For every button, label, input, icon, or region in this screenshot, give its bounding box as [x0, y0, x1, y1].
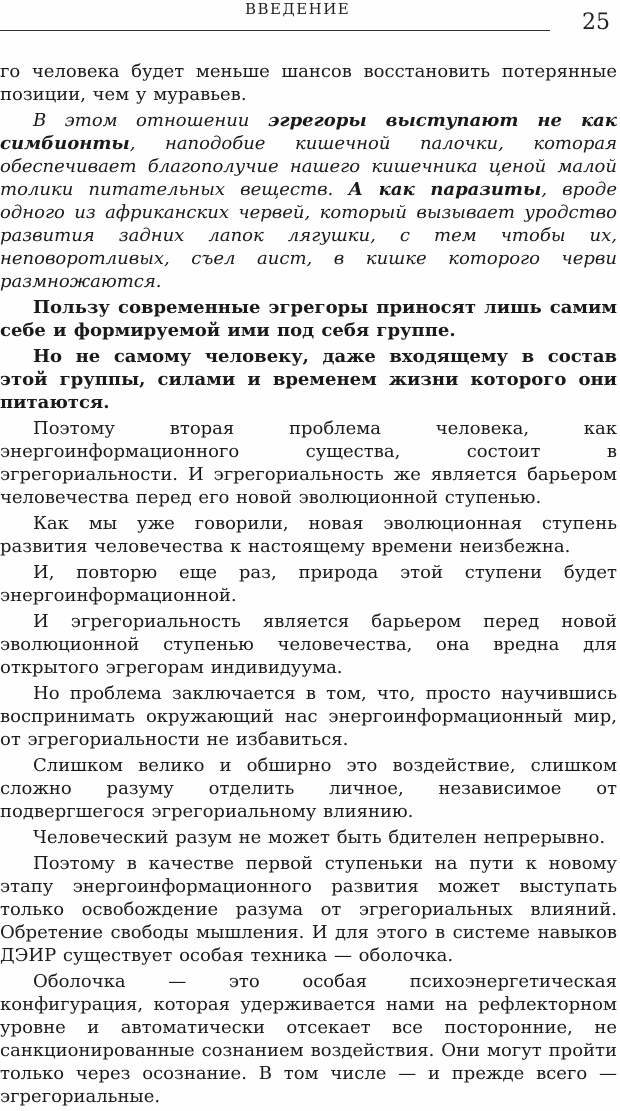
text-segment: Как мы уже говорили, новая эволюционная ступень развития человечества к настоящему времени неизбежна. [0, 513, 617, 557]
header-rule [0, 30, 550, 31]
paragraph [0, 682, 617, 751]
running-head: ВВЕДЕНИЕ [245, 0, 351, 18]
bold-text: А как паразиты [348, 179, 542, 200]
bold-text: эгрегоры выступают не как симбионты [0, 110, 617, 154]
page-number: 25 [582, 10, 610, 35]
text-segment: го человека будет меньше шансов восстановить потерянные позиции, чем у муравьев. [0, 61, 617, 105]
text-segment: Оболочка — это особая психоэнергетическая конфигурация, которая удерживается нами на рефлекторном уровне и автоматически отсекает все посторонние, не санкционированные сознанием воздействия. Они могут пройти только через осознание. В том числе — и прежде всего — эгрегориальные. [0, 971, 617, 1107]
text-segment: И, повторю еще раз, природа этой ступени будет энергоинформационной. [0, 562, 617, 606]
paragraph [0, 296, 617, 342]
text-segment: И эгрегориальность является барьером перед новой эволюционной ступенью человечества, она вредна для открытого эгрегорам индивидуума. [0, 611, 617, 678]
paragraph [0, 852, 617, 967]
paragraph [0, 610, 617, 679]
paragraph [0, 345, 617, 414]
paragraph [0, 512, 617, 558]
text-segment: Но проблема заключается в том, что, просто научившись воспринимать окружающий нас энергоинформационный мир, от эгрегориальности не избавиться. [0, 683, 617, 750]
text-segment: , наподобие кишечной палочки, которая обеспечивает благополучие нашего кишечника ценой малой толики питательных веществ. [0, 133, 617, 200]
paragraph [0, 417, 617, 509]
paragraph [0, 561, 617, 607]
page-body [0, 60, 617, 1111]
text-segment: Поэтому вторая проблема человека, как энергоинформационного существа, состоит в эгрегориальности. И эгрегориальность же является барьером человечества перед его новой эволюционной ступенью. [0, 418, 617, 508]
text-segment: Слишком велико и обширно это воздействие, слишком сложно разуму отделить личное, независимое от подвергшегося эгрегориальному влиянию. [0, 755, 617, 822]
paragraph [0, 109, 617, 293]
text-segment: , вроде одного из африканских червей, который вызывает уродство развития задних лапок лягушки, с тем чтобы их, неповоротливых, съел аист, в кишке которого черви размножаются. [0, 179, 617, 292]
paragraph [0, 826, 617, 849]
text-segment: Но не самому человеку, даже входящему в состав этой группы, силами и временем жизни которого они питаются. [0, 346, 617, 413]
text-segment: Пользу современные эгрегоры приносят лишь самим себе и формируемой ими под себя группе. [0, 297, 617, 341]
text-segment: Поэтому в качестве первой ступеньки на пути к новому этапу энергоинформационного развития может выступать только освобождение разума от эгрегориальных влияний. Обретение свободы мышления. И для этого в системе навыков ДЭИР существует особая техника — оболочка. [0, 853, 617, 966]
text-segment: Человеческий разум не может быть бдителен непрерывно. [33, 827, 606, 848]
text-segment: В этом отношении [33, 110, 268, 131]
page-header [0, 0, 620, 44]
paragraph [0, 754, 617, 823]
paragraph [0, 970, 617, 1108]
paragraph [0, 60, 617, 106]
